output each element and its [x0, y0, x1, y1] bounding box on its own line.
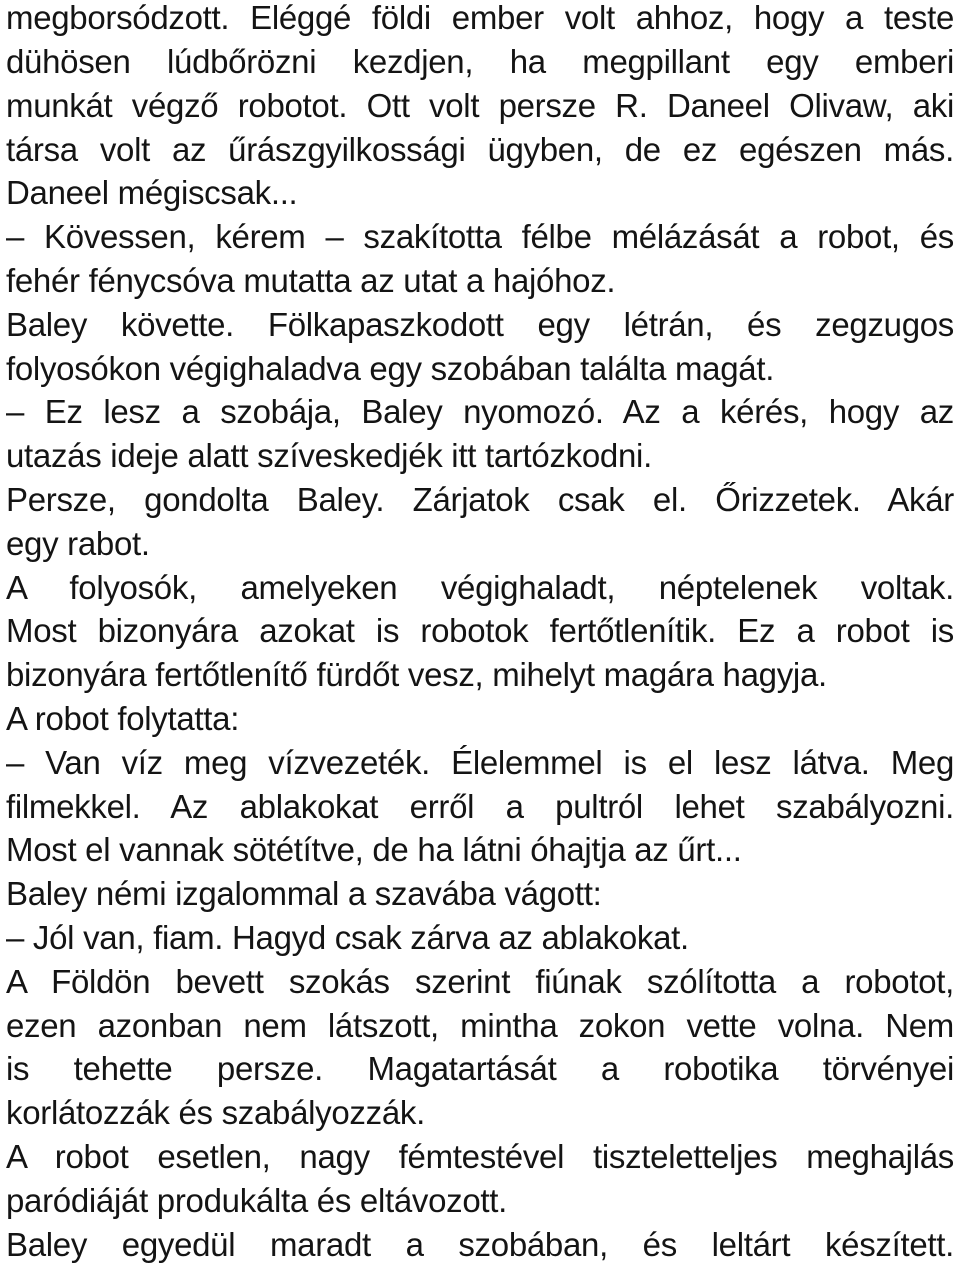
- text-line-21: Baley némi izgalommal a szavába vágott:: [6, 875, 602, 912]
- text-line-1: megborsódzott. Eléggé földi ember volt ahhoz, hogy a teste: [6, 0, 954, 36]
- text-line-12: Persze, gondolta Baley. Zárjatok csak el. Őrizzetek. Akár: [6, 481, 954, 518]
- text-line-3: munkát végző robotot. Ott volt persze R. Daneel Olivaw, aki: [6, 87, 954, 124]
- text-line-2: dühösen lúdbőrözni kezdjen, ha megpillant egy emberi: [6, 43, 954, 80]
- text-line-7: fehér fénycsóva mutatta az utat a hajóhoz.: [6, 262, 616, 299]
- text-line-13: egy rabot.: [6, 525, 150, 562]
- text-line-26: korlátozzák és szabályozzák.: [6, 1094, 425, 1131]
- text-line-6: – Kövessen, kérem – szakította félbe mélázását a robot, és: [6, 218, 954, 255]
- text-line-28: paródiáját produkálta és eltávozott.: [6, 1182, 508, 1219]
- text-line-11: utazás ideje alatt szíveskedjék itt tartózkodni.: [6, 437, 652, 474]
- text-line-4: társa volt az űrászgyilkossági ügyben, de ez egészen más.: [6, 131, 954, 168]
- text-line-16: bizonyára fertőtlenítő fürdőt vesz, mihelyt magára hagyja.: [6, 656, 827, 693]
- text-line-5: Daneel mégiscsak...: [6, 174, 298, 211]
- text-line-29: Baley egyedül maradt a szobában, és leltárt készített.: [6, 1226, 954, 1263]
- text-line-20: Most el vannak sötétítve, de ha látni óhajtja az űrt...: [6, 831, 742, 868]
- text-line-15: Most bizonyára azokat is robotok fertőtlenítik. Ez a robot is: [6, 612, 954, 649]
- text-line-23: A Földön bevett szokás szerint fiúnak szólította a robotot,: [6, 963, 954, 1000]
- text-line-17: A robot folytatta:: [6, 700, 240, 737]
- text-line-27: A robot esetlen, nagy fémtestével tiszteletteljes meghajlás: [6, 1138, 954, 1175]
- text-line-25: is tehette persze. Magatartását a robotika törvényei: [6, 1050, 954, 1087]
- text-line-22: – Jól van, fiam. Hagyd csak zárva az ablakokat.: [6, 919, 689, 956]
- text-line-18: – Van víz meg vízvezeték. Élelemmel is el lesz látva. Meg: [6, 744, 954, 781]
- text-line-10: – Ez lesz a szobája, Baley nyomozó. Az a kérés, hogy az: [6, 393, 954, 430]
- text-line-24: ezen azonban nem látszott, mintha zokon vette volna. Nem: [6, 1007, 954, 1044]
- text-line-8: Baley követte. Fölkapaszkodott egy létrán, és zegzugos: [6, 306, 954, 343]
- text-line-14: A folyosók, amelyeken végighaladt, néptelenek voltak.: [6, 569, 954, 606]
- text-line-9: folyosókon végighaladva egy szobában találta magát.: [6, 350, 775, 387]
- text-line-19: filmekkel. Az ablakokat erről a pultról lehet szabályozni.: [6, 788, 954, 825]
